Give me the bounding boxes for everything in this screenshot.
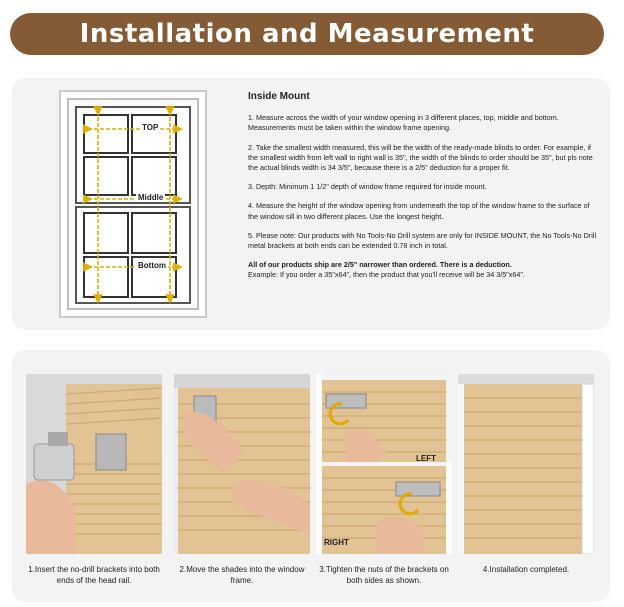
label-top: TOP	[142, 123, 159, 132]
instruction-item: 3. Depth: Minimum 1 1/2" depth of window frame required for inside mount.	[248, 182, 487, 192]
deduction-note: All of our products ship are 2/5" narrower than ordered. There is a deduction.	[248, 260, 512, 270]
window-illustration	[58, 89, 208, 319]
step-4-caption: 4.Installation completed.	[482, 565, 570, 574]
page-title: Installation and Measurement	[79, 19, 535, 49]
inside-mount-instructions	[248, 92, 598, 281]
step-3-caption: 3.Tighten the nuts of the brackets on both sides as shown.	[319, 565, 449, 585]
window-diagram	[58, 89, 208, 319]
step-4-image	[458, 374, 594, 554]
step-2-caption: 2.Move the shades into the window frame.	[179, 565, 305, 585]
title-banner	[10, 13, 604, 55]
measurement-panel	[12, 78, 610, 330]
instructions-heading: Inside Mount	[248, 91, 310, 102]
instruction-item: 4. Measure the height of the window opening from underneath the top of the window frame to the surface of the window sill in two different places. Use the longest height.	[248, 201, 590, 221]
installation-panel	[12, 350, 610, 602]
instruction-item: 5. Please note: Our products with No Tools-No Drill system are only for INSIDE MOUNT, the No Tools-No Drill metal brackets at both ends can be extended 0.78 inch in total.	[248, 230, 597, 251]
step-1-image	[26, 374, 162, 554]
instruction-item: 1. Measure across the width of your window opening in 3 different places, top, middle and bottom. Measurements must be taken within the window frame opening.	[248, 113, 559, 133]
label-bottom: Bottom	[138, 261, 166, 270]
step-1-caption: 1.Insert the no-drill brackets into both ends of the head rail.	[28, 565, 160, 585]
label-left: LEFT	[416, 454, 436, 463]
step-2-image	[174, 374, 310, 554]
deduction-example: Example: If you order a 35"x64", then the product that you'll receive will be 34 3/5"x64".	[248, 270, 525, 280]
label-right: RIGHT	[324, 538, 349, 547]
instruction-item: 2. Take the smallest width measured, this will be the width of the ready-made blinds to order. For example, if the smallest width from left wall to right wall is 35", the width of the blinds to order should be 35", but pls note the actual blinds width is 34 3/5", because there is a 2/5" deduction for a proper fit.	[248, 142, 593, 173]
step-3-image	[316, 374, 452, 554]
label-middle: Middle	[138, 193, 164, 202]
